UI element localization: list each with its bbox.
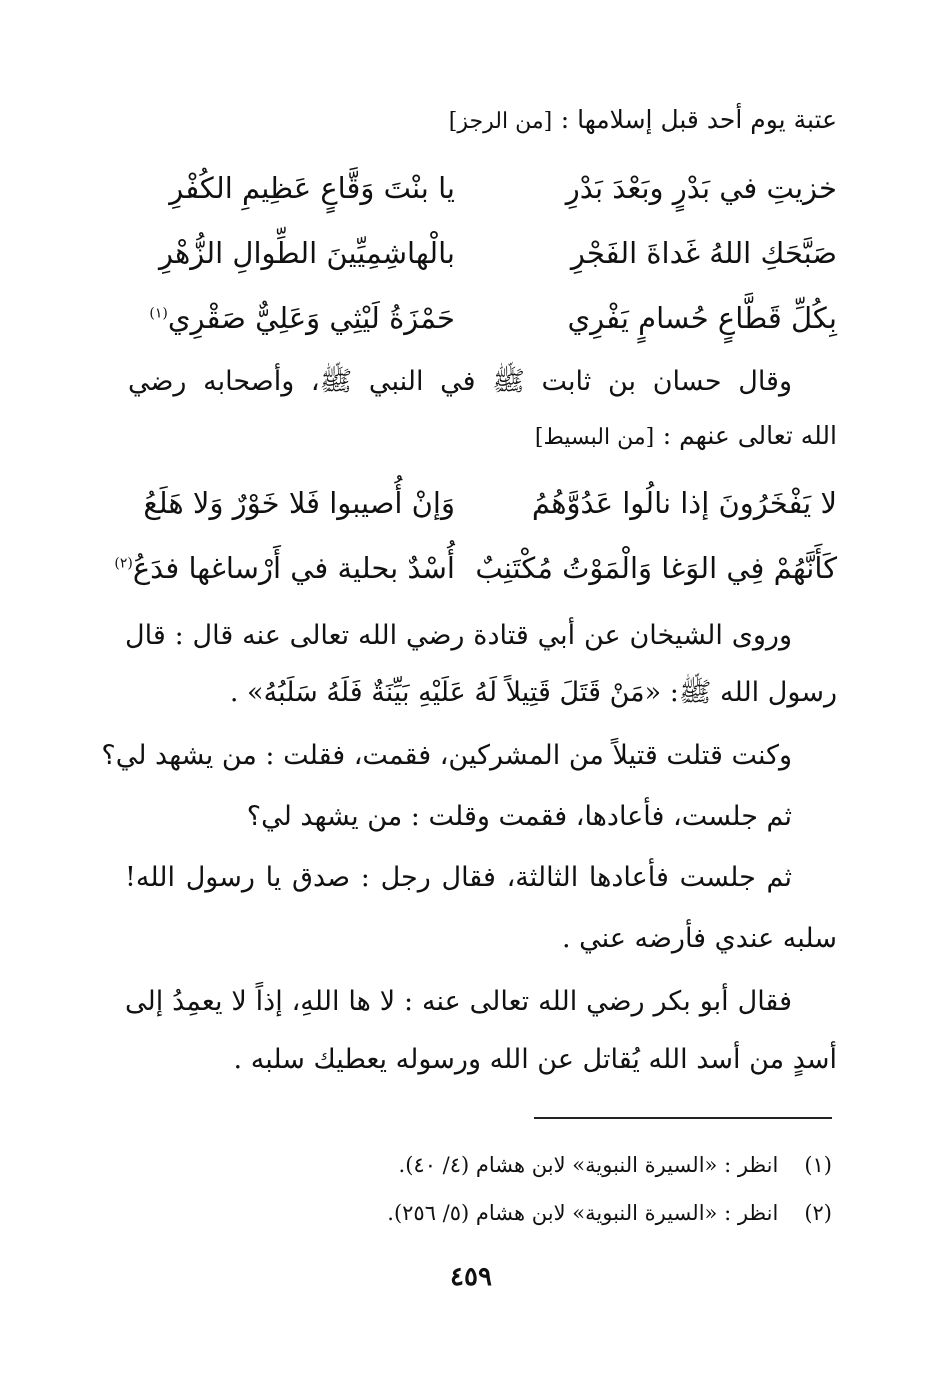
poem2-verse-2-right: كَأَنَّهُمْ فِي الوَغا وَالْمَوْتُ مُكْتَنِبٌ <box>475 551 837 585</box>
intro-meter: [من الرجز] <box>448 109 553 134</box>
footnote-separator <box>534 1117 832 1119</box>
poem1-verse-3-left <box>125 298 455 338</box>
footnote-2 <box>387 1198 832 1228</box>
hassan-line-1: وقال حسان بن ثابت ﷺ في النبي ﷺ، وأصحابه رضي <box>128 366 792 397</box>
hassan-heading: الله تعالى عنهم : <box>662 421 837 450</box>
body-line-2: رسول الله ﷺ: «مَنْ قَتَلَ قَتِيلاً لَهُ عَلَيْهِ بَيِّنَةٌ فَلَهُ سَلَبُهُ» . <box>229 677 837 708</box>
body-line-7: فقال أبو بكر رضي الله تعالى عنه : لا ها اللهِ، إذاً لا يعمِدُ إلى <box>125 986 792 1017</box>
body-line-4: ثم جلست، فأعادها، فقمت وقلت : من يشهد لي؟ <box>246 801 792 832</box>
poem2-verse-2-left <box>114 548 455 588</box>
intro-heading: عتبة يوم أحد قبل إسلامها : <box>560 105 837 134</box>
hassan-meter: [من البسيط] <box>534 425 655 450</box>
intro-line <box>449 100 837 142</box>
footnote-2-text: انظر : «السيرة النبوية» لابن هشام (٥/ ٢٥٦). <box>387 1201 779 1225</box>
footnote-ref-1: (١) <box>149 305 168 322</box>
body-line-1: وروى الشيخان عن أبي قتادة رضي الله تعالى عنه قال : قال <box>125 620 792 651</box>
footnote-1-number: (١) <box>804 1153 832 1177</box>
footnote-1 <box>399 1150 832 1180</box>
poem2-verse-1-right: لا يَفْخَرُونَ إذا نالُوا عَدُوَّهُمُ <box>531 486 837 520</box>
body-line-3: وكنت قتلت قتيلاً من المشركين، فقمت، فقلت : من يشهد لي؟ <box>101 740 792 771</box>
poem1-verse-1-right: خزيتِ في بَدْرٍ وبَعْدَ بَدْرِ <box>565 171 837 205</box>
footnote-ref-2: (٢) <box>114 555 133 572</box>
page-number: ٤٥٩ <box>450 1262 492 1292</box>
poem1-verse-1-left: يا بنْتَ وَقَّاعٍ عَظِيمِ الكُفْرِ <box>169 171 455 205</box>
poem1-verse-2-left: بالْهاشِمِيِّينَ الطِّوالِ الزُّهْرِ <box>158 236 455 270</box>
body-line-5: ثم جلست فأعادها الثالثة، فقال رجل : صدق يا رسول الله! <box>125 862 792 893</box>
poem1-verse-3-right: بِكُلِّ قَطَّاعٍ حُسامٍ يَفْرِي <box>567 301 837 335</box>
poem1-verse-3-left-text: حَمْزَةُ لَيْثِي وَعَلِيٌّ صَقْرِي <box>167 301 455 335</box>
footnote-1-text: انظر : «السيرة النبوية» لابن هشام (٤/ ٤٠). <box>398 1153 779 1177</box>
footnote-2-number: (٢) <box>804 1201 832 1225</box>
body-line-6: سلبه عندي فأرضه عني . <box>562 923 837 954</box>
poem2-verse-1-left: وَإنْ أُصيبوا فَلا خَوْرٌ وَلا هَلَعُ <box>143 486 455 520</box>
body-line-8: أسدٍ من أسد الله يُقاتل عن الله ورسوله يعطيك سلبه . <box>233 1044 837 1075</box>
poem1-verse-2-right: صَبَّحَكِ اللهُ غَداةَ الفَجْرِ <box>570 236 837 270</box>
hassan-line-2 <box>535 416 837 458</box>
poem2-verse-2-left-text: أُسْدٌ بحلية في أَرْساغها فدَعُ <box>132 551 455 585</box>
